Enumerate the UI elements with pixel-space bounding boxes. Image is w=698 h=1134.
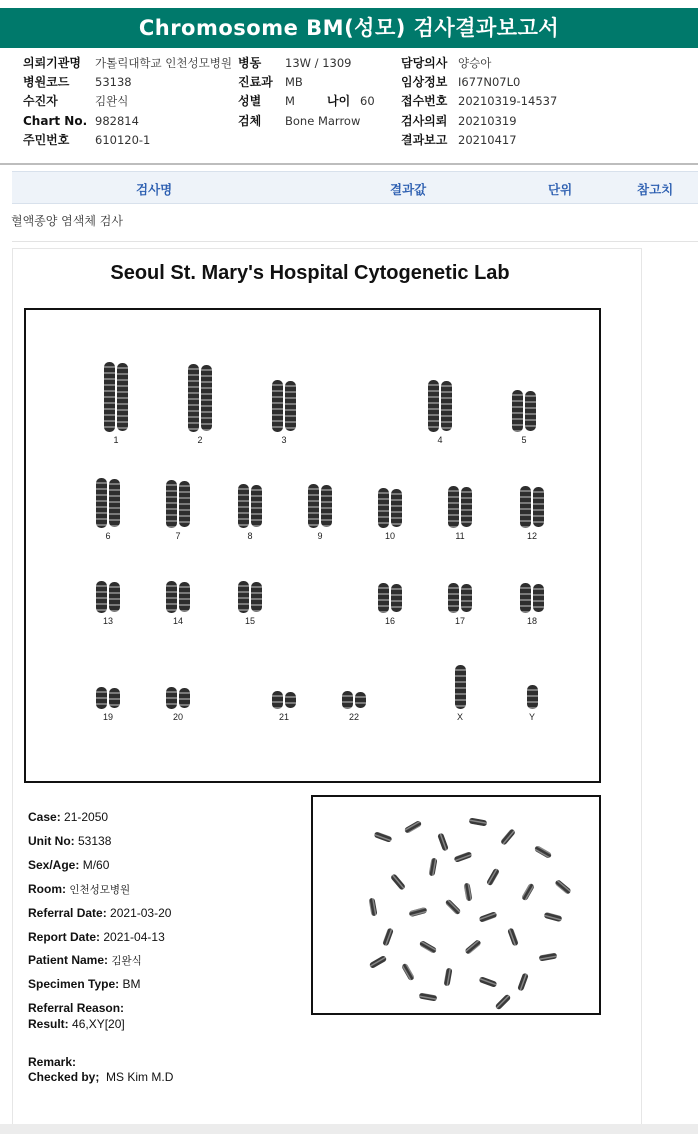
unit-no-row: Unit No: 53138: [28, 834, 112, 848]
chromosome-label-2: 2: [197, 435, 203, 445]
chromosome-7: [179, 481, 190, 527]
chromosome-21: [272, 691, 283, 709]
row-divider: [12, 241, 698, 242]
specimen-type-value: BM: [122, 977, 141, 991]
chromosome-X: [455, 665, 466, 709]
receipt-value: 20210319-14537: [458, 94, 558, 108]
age-label: 나이: [327, 94, 351, 108]
result-table-header: [12, 171, 698, 204]
referral-reason-row: Referral Reason:: [28, 1001, 125, 1015]
col-test-name: 검사명: [136, 182, 173, 197]
request-value: 20210319: [458, 114, 517, 128]
chromosome-17: [448, 583, 459, 613]
chromosome-1: [117, 363, 128, 431]
chromosome-label-13: 13: [102, 616, 113, 626]
patient-label: 수진자: [23, 94, 58, 108]
sex-age-row: Sex/Age: M/60: [28, 858, 110, 872]
chromosome-label-9: 9: [317, 531, 323, 541]
room-value: 인천성모병원: [69, 884, 131, 896]
report-date-value: 20210417: [458, 133, 517, 147]
chromosome-14: [166, 581, 177, 613]
chromosome-4: [441, 381, 452, 431]
karyotype-panel: [24, 308, 601, 783]
chromosome-4: [428, 380, 439, 432]
chromosome-10: [391, 489, 402, 527]
chromosome-7: [166, 480, 177, 528]
chromosome-14: [179, 582, 190, 612]
chromosome-19: [96, 687, 107, 709]
chromosome-6: [109, 479, 120, 527]
doctor-label: 담당의사: [401, 56, 448, 70]
report-date-value2: 2021-04-13: [103, 930, 165, 944]
chromosome-16: [391, 584, 402, 612]
col-result: 결과값: [390, 182, 427, 197]
chromosome-label-22: 22: [348, 712, 359, 722]
chromosome-20: [166, 687, 177, 709]
sex-label: 성별: [238, 94, 262, 108]
patient-name-row: Patient Name: 김완식: [28, 953, 142, 967]
chromosome-label-6: 6: [105, 531, 111, 541]
chromosome-15: [251, 582, 262, 612]
chromosome-10: [378, 488, 389, 528]
chromosome-label-10: 10: [384, 531, 395, 541]
chromosome-22: [342, 691, 353, 709]
chromosome-19: [109, 688, 120, 708]
chromosome-13: [96, 581, 107, 613]
specimen-type-row: Specimen Type: BM: [28, 977, 141, 991]
chromosome-12: [520, 486, 531, 528]
requesting-org-value: 가톨릭대학교 인천성모병원: [95, 56, 232, 70]
metaphase-image: [311, 795, 601, 1015]
case-value: 21-2050: [64, 810, 109, 824]
test-name-cell: 혈액종양 염색체 검사: [11, 214, 123, 228]
chromosome-label-1: 1: [113, 435, 119, 445]
chromosome-3: [285, 381, 296, 431]
chromosome-label-17: 17: [454, 616, 465, 626]
metaphase-spread-graphic: [313, 797, 599, 1013]
chromosome-18: [533, 584, 544, 612]
bottom-scroll-area: [0, 1124, 698, 1134]
remark-row: Remark:: [28, 1055, 77, 1069]
dept-value: MB: [285, 75, 303, 89]
chromosome-label-15: 15: [244, 616, 255, 626]
chromosome-21: [285, 692, 296, 708]
chromosome-17: [461, 584, 472, 612]
chromosome-Y: [527, 685, 538, 709]
chromosome-9: [308, 484, 319, 528]
age-value: 60: [360, 94, 375, 108]
chromosome-label-19: 19: [102, 712, 113, 722]
section-divider: [0, 163, 698, 165]
chromosome-5: [525, 391, 536, 431]
chromosome-16: [378, 583, 389, 613]
chromosome-6: [96, 478, 107, 528]
clinical-value: I677N07L0: [458, 75, 521, 89]
report-date-row: Report Date: 2021-04-13: [28, 930, 165, 944]
chromosome-20: [179, 688, 190, 708]
chromosome-9: [321, 485, 332, 527]
chromosome-11: [461, 487, 472, 527]
chart-value: 982814: [95, 114, 139, 128]
room-row: Room: 인천성모병원: [28, 882, 131, 896]
chromosome-5: [512, 390, 523, 432]
chromosome-label-14: 14: [172, 616, 183, 626]
col-reference: 참고치: [637, 182, 674, 197]
chromosome-22: [355, 692, 366, 708]
sex-value: M: [285, 94, 295, 108]
chromosome-2: [188, 364, 199, 432]
id-label: 주민번호: [23, 133, 70, 147]
doctor-value: 양승아: [458, 56, 492, 70]
chart-label: Chart No.: [23, 114, 88, 128]
chromosome-13: [109, 582, 120, 612]
request-label: 검사의뢰: [401, 114, 448, 128]
chromosome-label-20: 20: [172, 712, 183, 722]
patient-value: 김완식: [95, 94, 129, 108]
chromosome-1: [104, 362, 115, 432]
chromosome-2: [201, 365, 212, 431]
chromosome-15: [238, 581, 249, 613]
chromosome-label-3: 3: [281, 435, 287, 445]
referral-date-row: Referral Date: 2021-03-20: [28, 906, 172, 920]
chromosome-12: [533, 487, 544, 527]
chromosome-18: [520, 583, 531, 613]
specimen-label: 검체: [238, 114, 262, 128]
ward-label: 병동: [238, 56, 262, 70]
chromosome-label-18: 18: [526, 616, 537, 626]
chromosome-8: [238, 484, 249, 528]
chromosome-label-16: 16: [384, 616, 395, 626]
chromosome-11: [448, 486, 459, 528]
chromosome-label-X: X: [456, 712, 463, 722]
chromosome-label-4: 4: [437, 435, 443, 445]
chromosome-label-5: 5: [521, 435, 527, 445]
receipt-label: 접수번호: [401, 94, 448, 108]
chromosome-label-Y: Y: [528, 712, 535, 722]
chromosome-label-7: 7: [175, 531, 181, 541]
dept-label: 진료과: [238, 75, 273, 89]
result-value: 46,XY[20]: [72, 1017, 125, 1031]
unit-no-value: 53138: [78, 834, 112, 848]
specimen-value: Bone Marrow: [285, 114, 361, 128]
checked-by-row: Checked by; MS Kim M.D: [28, 1070, 174, 1084]
checked-by-value: MS Kim M.D: [106, 1070, 174, 1084]
id-value: 610120-1: [95, 133, 151, 147]
case-row: Case: 21-2050: [28, 810, 109, 824]
sex-age-value: M/60: [82, 858, 110, 872]
ward-value: 13W / 1309: [285, 56, 352, 70]
report-date-label: 결과보고: [401, 133, 448, 147]
chromosome-8: [251, 485, 262, 527]
chromosome-label-21: 21: [278, 712, 289, 722]
lab-title: Seoul St. Mary's Hospital Cytogenetic Lab: [110, 262, 510, 284]
chromosome-3: [272, 380, 283, 432]
chromosome-label-11: 11: [455, 531, 465, 541]
result-row: Result: 46,XY[20]: [28, 1017, 125, 1031]
referral-date-value: 2021-03-20: [110, 906, 172, 920]
report-title: Chromosome BM(성모) 검사결과보고서: [0, 8, 698, 48]
hospital-code-label: 병원코드: [23, 75, 70, 89]
chromosome-label-8: 8: [247, 531, 253, 541]
patient-name-value: 김완식: [111, 955, 142, 967]
col-unit: 단위: [548, 182, 573, 197]
clinical-label: 임상정보: [401, 75, 448, 89]
requesting-org-label: 의뢰기관명: [23, 56, 81, 70]
hospital-code-value: 53138: [95, 75, 132, 89]
chromosome-label-12: 12: [526, 531, 537, 541]
